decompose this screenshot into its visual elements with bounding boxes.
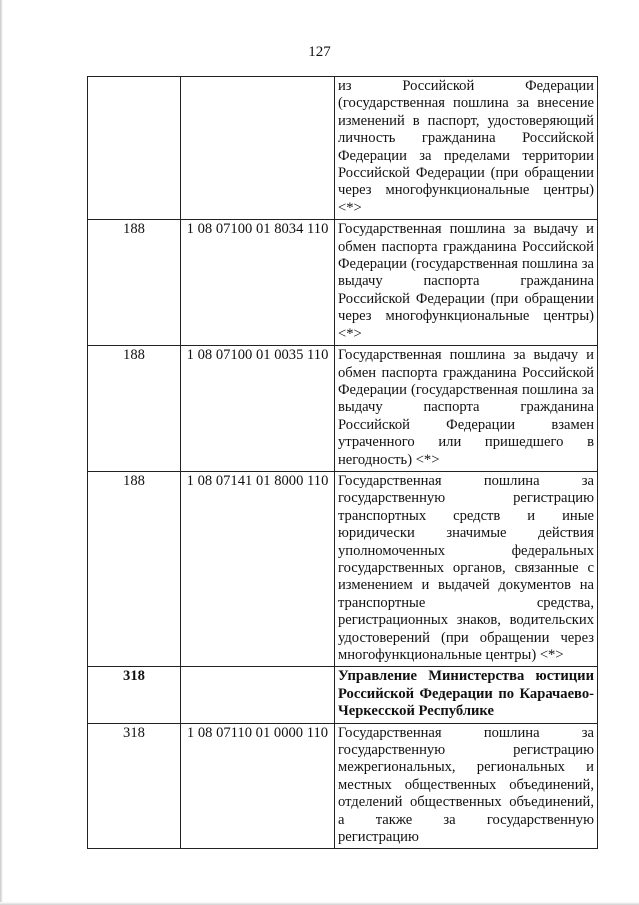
kbk-code-cell: 1 08 07141 01 8000 110	[181, 471, 335, 666]
description-cell: Государственная пошлина за государственную регистрацию транспортных средств и иные юридически значимые действия уполномоченных федеральных государственных органов, связанные с изменением и выдачей документов на транспортные средства, регистрационных знаков, водительских удостоверений (при обращении через многофункциональные центры) <*>	[335, 471, 598, 666]
kbk-code-cell: 1 08 07100 01 8034 110	[181, 220, 335, 346]
table-row	[88, 471, 598, 666]
table-row	[88, 77, 598, 220]
revenue-code-table	[87, 76, 598, 849]
kbk-code-cell	[181, 77, 335, 220]
kbk-code-cell: 1 08 07100 01 0035 110	[181, 346, 335, 472]
table-body	[88, 77, 598, 849]
admin-code-cell: 188	[88, 471, 181, 666]
description-cell: Государственная пошлина за выдачу и обмен паспорта гражданина Российской Федерации (государственная пошлина за выдачу паспорта гражданина Российской Федерации взамен утраченного или пришедшего в негодность) <*>	[335, 346, 598, 472]
kbk-code-cell	[181, 667, 335, 723]
description-cell: Государственная пошлина за государственную регистрацию межрегиональных, региональных и местных общественных объединений, отделений общественных объединений, а также за государственную регистрацию	[335, 723, 598, 849]
kbk-code-cell: 1 08 07110 01 0000 110	[181, 723, 335, 849]
table-row	[88, 220, 598, 346]
table-row	[88, 723, 598, 849]
description-cell: Государственная пошлина за выдачу и обмен паспорта гражданина Российской Федерации (государственная пошлина за выдачу паспорта гражданина Российской Федерации (при обращении через многофункциональные центры) <*>	[335, 220, 598, 346]
table-row	[88, 346, 598, 472]
table-row-section-header	[88, 667, 598, 723]
page-number: 127	[308, 44, 331, 60]
description-cell: из Российской Федерации (государственная пошлина за внесение изменений в паспорт, удостоверяющий личность гражданина Российской Федерации за пределами территории Российской Федерации (при обращении через многофункциональные центры) <*>	[335, 77, 598, 220]
scan-edge-shadow	[0, 0, 3, 905]
admin-code-cell: 188	[88, 346, 181, 472]
admin-code-cell	[88, 77, 181, 220]
admin-code-cell: 188	[88, 220, 181, 346]
admin-code-cell: 318	[88, 723, 181, 849]
description-cell: Управление Министерства юстиции Российской Федерации по Карачаево-Черкесской Республике	[335, 667, 598, 723]
admin-code-cell: 318	[88, 667, 181, 723]
